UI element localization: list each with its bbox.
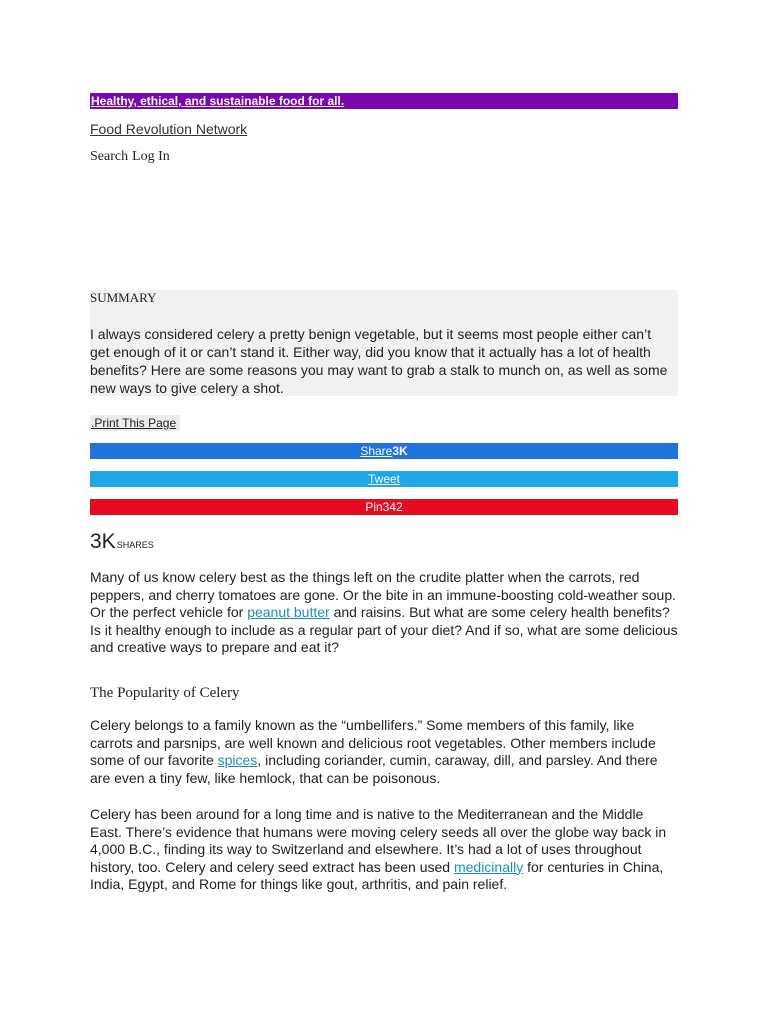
medicinally-link[interactable]: medicinally — [453, 858, 524, 875]
paragraph-text: for centuries in China, India, Egypt, and Rome for things like gout, arthritis, and pain relief. — [90, 858, 664, 892]
paragraph-text: , including coriander, cumin, caraway, dill, and parsley. And there are even a tiny few, like hemlock, that can be poisonous. — [90, 752, 658, 786]
pin-label: Pin — [365, 500, 383, 514]
article-paragraph-2 — [90, 717, 678, 787]
paragraph-text: Many of us know celery best as the things left on the crudite platter when the carrots, red peppers, and cherry tomatoes are gone. Or the bite in an immune-boosting cold-weather soup. Or the perfect vehicle for — [90, 569, 676, 620]
summary-label: SUMMARY — [90, 290, 157, 305]
peanut-butter-link[interactable]: peanut butter — [247, 604, 330, 620]
article-paragraph-1 — [90, 569, 678, 657]
spices-link[interactable]: spices — [217, 752, 258, 768]
twitter-tweet-button[interactable] — [90, 471, 678, 487]
pinterest-pin-button[interactable] — [90, 499, 678, 515]
tagline-banner[interactable] — [90, 93, 678, 109]
paragraph-text: Celery has been around for a long time and is native to the Mediterranean and the Middle East. There’s evidence that humans were moving celery seeds all over the globe way back in 4,000 B.C., finding its way to Switzerland and elsewhere. It’s had a lot of uses throughout history, too. Celery and celery seed extract has been used — [90, 806, 667, 875]
summary-box — [90, 290, 678, 396]
section-heading: The Popularity of Celery — [90, 685, 240, 701]
share-total-label: SHARES — [116, 540, 154, 550]
pin-count: 342 — [382, 500, 403, 514]
print-page-button[interactable]: .Print This Page — [90, 415, 180, 431]
site-name-link[interactable]: Food Revolution Network — [90, 121, 248, 137]
facebook-share-button[interactable] — [90, 443, 678, 459]
paragraph-text: and raisins. But what are some celery health benefits? Is it healthy enough to include as a regular part of your diet? And if so, what are some delicious and creative ways to prepare and eat it? — [90, 604, 678, 655]
article-paragraph-3 — [90, 806, 678, 894]
top-nav — [90, 149, 678, 165]
tweet-label: Tweet — [367, 472, 400, 486]
paragraph-text: Celery belongs to a family known as the “umbellifers.” Some members of this family, like carrots and parsnips, are well known and delicious root vegetables. Other members include some of our favorite — [90, 717, 656, 768]
share-total-count: 3K — [90, 530, 116, 553]
login-link[interactable]: Log In — [132, 149, 170, 164]
tagline-text[interactable]: Healthy, ethical, and sustainable food for all. — [91, 94, 345, 108]
summary-text: I always considered celery a pretty benign vegetable, but it seems most people either can’t get enough of it or can’t stand it. Either way, did you know that it actually has a lot of health benefits? Here are some reasons you may want to grab a stalk to munch on, as well as some new ways to give celery a shot. — [90, 326, 668, 396]
share-total — [90, 530, 678, 556]
facebook-share-count: 3K — [392, 444, 408, 458]
facebook-share-label: Share — [360, 444, 393, 458]
search-link[interactable]: Search — [90, 149, 129, 164]
